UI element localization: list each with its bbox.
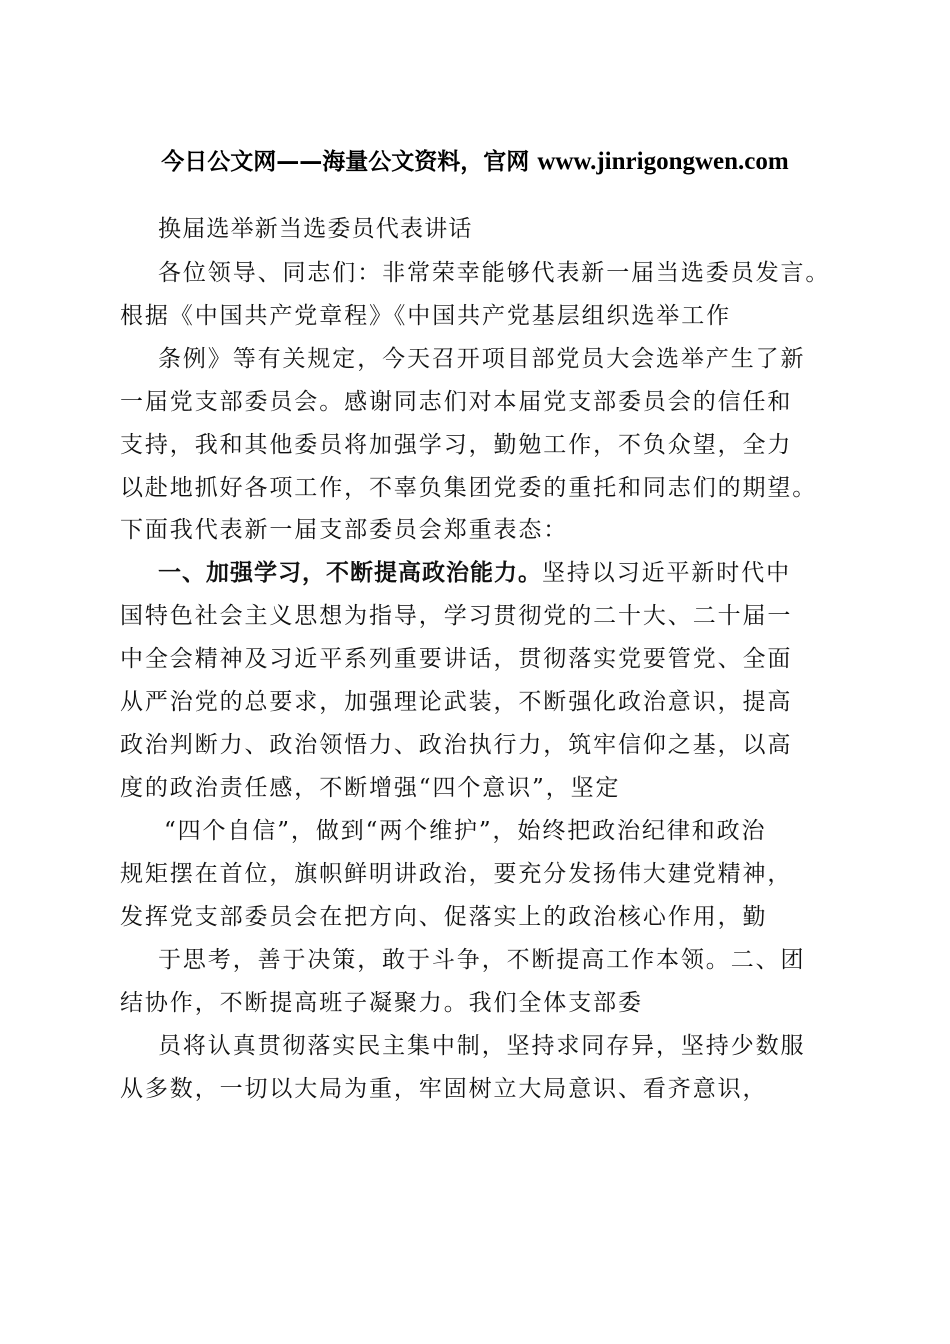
paragraph-line: 员将认真贯彻落实民主集中制，坚持求同存异，坚持少数服 bbox=[158, 1033, 806, 1059]
paragraph-line: 发挥党支部委员会在把方向、促落实上的政治核心作用，勤 bbox=[120, 904, 768, 930]
site-header bbox=[0, 144, 950, 180]
paragraph-line: 一届党支部委员会。感谢同志们对本届党支部委员会的信任和 bbox=[120, 389, 793, 415]
paragraph-line: 从严治党的总要求，加强理论武装，不断强化政治意识，提高 bbox=[120, 689, 793, 715]
paragraph-line: 中全会精神及习近平系列重要讲话，贯彻落实党要管党、全面 bbox=[120, 646, 793, 672]
paragraph-line: 以赴地抓好各项工作，不辜负集团党委的重托和同志们的期望。 bbox=[120, 475, 818, 501]
paragraph-line: 度的政治责任感，不断增强“四个意识”，坚定 bbox=[120, 775, 621, 801]
header-text: 今日公文网——海量公文资料，官网 bbox=[161, 149, 538, 175]
document-title: 换届选举新当选委员代表讲话 bbox=[158, 216, 473, 242]
section-1-first-line bbox=[158, 553, 791, 593]
paragraph-line: 结协作，不断提高班子凝聚力。我们全体支部委 bbox=[120, 990, 643, 1016]
paragraph-line: 规矩摆在首位，旗帜鲜明讲政治，要充分发扬伟大建党精神， bbox=[120, 861, 793, 887]
paragraph-line: 政治判断力、政治领悟力、政治执行力，筑牢信仰之基，以高 bbox=[120, 732, 793, 758]
paragraph-line: 国特色社会主义思想为指导，学习贯彻党的二十大、二十届一 bbox=[120, 603, 793, 629]
paragraph-text: 坚持以习近平新时代中 bbox=[542, 560, 791, 586]
paragraph-line: 支持，我和其他委员将加强学习，勤勉工作，不负众望，全力 bbox=[120, 432, 793, 458]
header-url: www.jinrigongwen.com bbox=[537, 148, 789, 175]
paragraph-line: 根据《中国共产党章程》《中国共产党基层组织选举工作 bbox=[120, 303, 731, 329]
section-1-heading: 一、加强学习，不断提高政治能力。 bbox=[158, 560, 542, 586]
paragraph-line: “四个自信”，做到“两个维护”，始终把政治纪律和政治 bbox=[164, 818, 767, 844]
paragraph-line: 条例》等有关规定，今天召开项目部党员大会选举产生了新 bbox=[158, 346, 806, 372]
paragraph-line: 于思考，善于决策，敢于斗争，不断提高工作本领。二、团 bbox=[158, 947, 806, 973]
paragraph-line: 下面我代表新一届支部委员会郑重表态： bbox=[120, 517, 569, 543]
paragraph-line: 各位领导、同志们：非常荣幸能够代表新一届当选委员发言。 bbox=[158, 260, 831, 286]
paragraph-line: 从多数，一切以大局为重，牢固树立大局意识、看齐意识， bbox=[120, 1076, 768, 1102]
